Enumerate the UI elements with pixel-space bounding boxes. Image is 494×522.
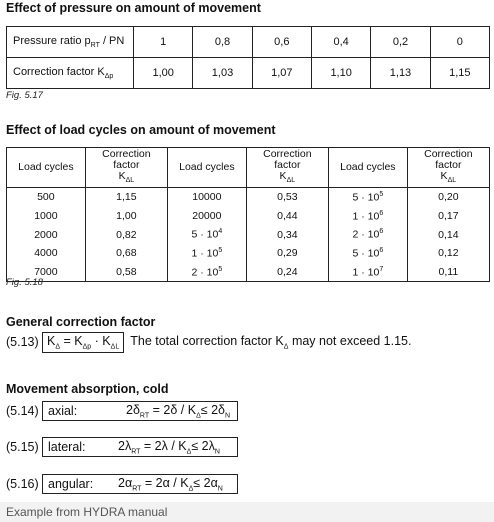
table-cell: 10000 (167, 188, 246, 207)
table-row (7, 58, 490, 89)
table-header-row (7, 148, 490, 188)
table-row (7, 262, 490, 281)
equation-5-14 (6, 401, 238, 421)
column-header: Load cycles (7, 148, 86, 188)
table-row (7, 188, 490, 207)
table-cell: $2 \cdot 10^5$ (167, 262, 246, 281)
table-cell: 4000 (7, 244, 86, 263)
figure-label: Fig. 5.18 (6, 277, 43, 288)
table-cell: 1,13 (371, 58, 430, 89)
table-cell: $2 \cdot 10^6$ (328, 225, 407, 244)
column-header: Correction factor $K_{\Delta L}$ (85, 148, 167, 188)
table-row (7, 225, 490, 244)
table-cell: 0,44 (246, 207, 328, 226)
table-cell: 0,17 (407, 207, 489, 226)
table-cell: $5 \cdot 10^6$ (328, 244, 407, 263)
table-cell: 0,4 (311, 27, 370, 58)
table-cell: 0,14 (407, 225, 489, 244)
table-cell: $1 \cdot 10^5$ (167, 244, 246, 263)
column-header: Correction factor $K_{\Delta L}$ (246, 148, 328, 188)
table-cell: 1000 (7, 207, 86, 226)
table-cell: 1,15 (85, 188, 167, 207)
table-cell: 0,6 (252, 27, 311, 58)
table-cell: 1 (134, 27, 193, 58)
table-cell: 0,2 (371, 27, 430, 58)
table-row (7, 27, 490, 58)
row-label: Correction factor $K_{\Delta p}$ (7, 58, 134, 89)
formula-description: The total correction factor $K_\Delta$ may not exceed 1.15. (130, 334, 412, 351)
table-cell: 1,07 (252, 58, 311, 89)
equation-number: (5.16) (6, 477, 39, 491)
table-cell: 0,8 (193, 27, 252, 58)
table-cell: 0,11 (407, 262, 489, 281)
formula-box: angular: $2\alpha_{RT} = 2\alpha / K_\Delta\le 2\alpha_N$ (42, 474, 238, 494)
formula-box: axial: $2\delta_{RT} = 2\delta / K_\Delta\le 2\delta_N$ (42, 401, 238, 421)
equation-number: (5.15) (6, 440, 39, 454)
table-cell: 0,58 (85, 262, 167, 281)
table-cell: 500 (7, 188, 86, 207)
table-cell: 1,03 (193, 58, 252, 89)
load-cycles-table (6, 147, 490, 282)
table-row (7, 207, 490, 226)
column-header: Load cycles (328, 148, 407, 188)
table-cell: 1,10 (311, 58, 370, 89)
equation-number: (5.13) (6, 335, 39, 350)
table-cell: 0,29 (246, 244, 328, 263)
section1-title: Effect of pressure on amount of movement (6, 1, 261, 15)
table-cell: $1 \cdot 10^6$ (328, 207, 407, 226)
table-cell: 1,00 (134, 58, 193, 89)
equation-5-13 (6, 332, 411, 353)
table-cell: 0,82 (85, 225, 167, 244)
column-header: Correction factor $K_{\Delta L}$ (407, 148, 489, 188)
equation-5-16 (6, 474, 238, 494)
image-caption: Example from HYDRA manual (0, 502, 494, 522)
table-cell: $5 \cdot 10^5$ (328, 188, 407, 207)
table-cell: 0,20 (407, 188, 489, 207)
column-header: Load cycles (167, 148, 246, 188)
formula-box: lateral: $2\lambda_{RT} = 2\lambda / K_\Delta\le 2\lambda_N$ (42, 437, 238, 457)
table-cell: 0,53 (246, 188, 328, 207)
section2-title: Effect of load cycles on amount of movement (6, 123, 276, 137)
table-row (7, 244, 490, 263)
table-cell: 1,15 (430, 58, 489, 89)
pressure-table (6, 26, 490, 89)
table-cell: 0,68 (85, 244, 167, 263)
figure-label: Fig. 5.17 (6, 90, 43, 101)
table-cell: 1,00 (85, 207, 167, 226)
table-cell: 2000 (7, 225, 86, 244)
formula-box: $K_\Delta = K_{\Delta p} \cdot K_{\Delta L}$ (42, 332, 124, 353)
equation-5-15 (6, 437, 238, 457)
table-cell: 7000 (7, 262, 86, 281)
table-cell: 0,12 (407, 244, 489, 263)
table-cell: $1 \cdot 10^7$ (328, 262, 407, 281)
table-cell: 0,24 (246, 262, 328, 281)
table-cell: 20000 (167, 207, 246, 226)
table-cell: 0,34 (246, 225, 328, 244)
equation-number: (5.14) (6, 404, 39, 418)
row-label: Pressure ratio $p_{RT}$ / PN (7, 27, 134, 58)
section3-title: General correction factor (6, 315, 156, 329)
table-cell: 0 (430, 27, 489, 58)
table-cell: $5 \cdot 10^4$ (167, 225, 246, 244)
section4-title: Movement absorption, cold (6, 382, 169, 396)
